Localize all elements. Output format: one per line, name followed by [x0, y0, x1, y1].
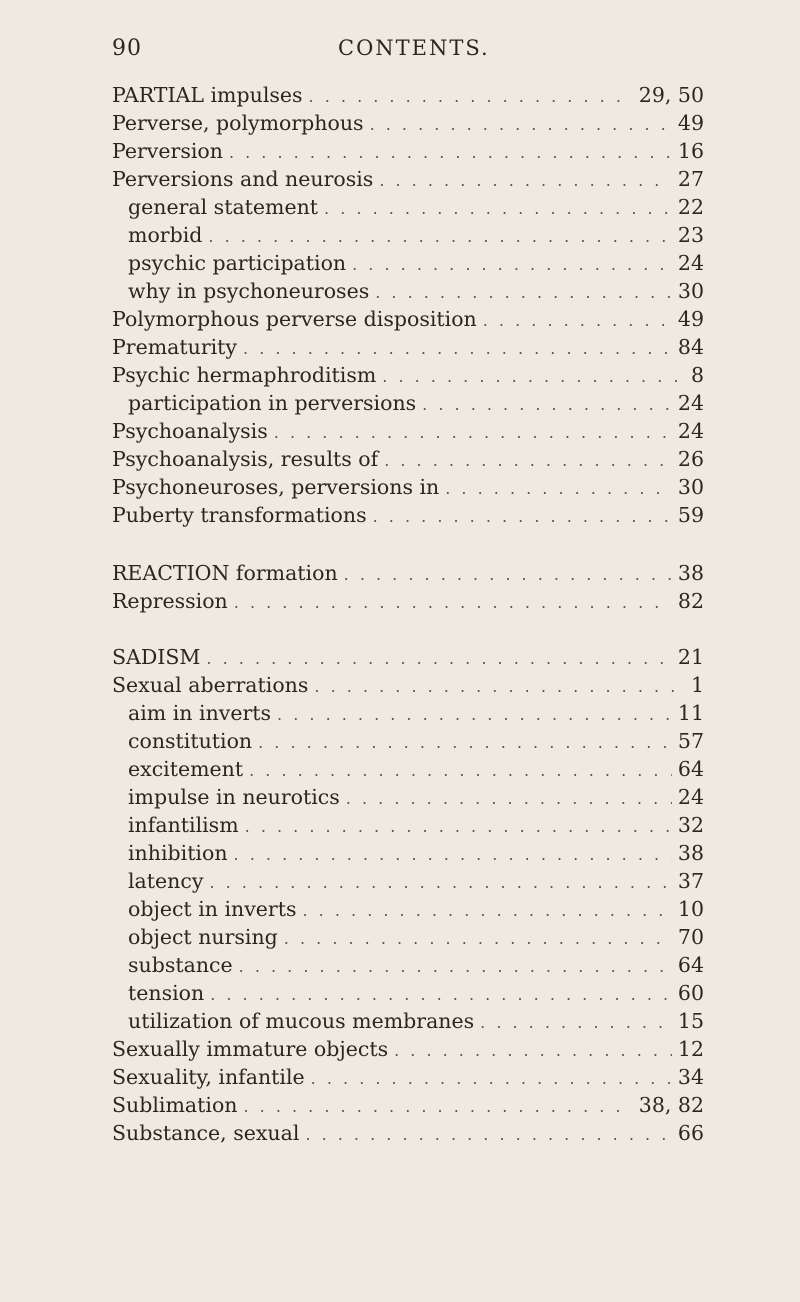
index-entry [112, 671, 704, 699]
entry-pages: 8 [690, 363, 704, 387]
entry-pages: 26 [677, 447, 704, 471]
dot-leader [234, 841, 672, 867]
entry-pages: 12 [677, 1037, 704, 1061]
dot-leader [384, 447, 672, 473]
entry-label: Prematurity [112, 335, 238, 359]
dot-leader [480, 1009, 672, 1035]
dot-leader [234, 589, 672, 615]
dot-leader [284, 925, 672, 951]
index-entry [112, 81, 704, 109]
index-entry [112, 389, 704, 417]
index-group [112, 81, 704, 529]
index-entry [112, 333, 704, 361]
index-entry [112, 895, 704, 923]
entry-pages: 38 [677, 561, 704, 585]
entry-pages: 30 [677, 475, 704, 499]
index-entry [112, 755, 704, 783]
dot-leader [382, 363, 685, 389]
entry-label: SADISM [112, 645, 201, 669]
entry-label: PARTIAL impulses [112, 83, 303, 107]
entry-label: Psychoanalysis, results of [112, 447, 379, 471]
entry-pages: 1 [690, 673, 704, 697]
entry-label: morbid [128, 223, 203, 247]
dot-leader [209, 869, 671, 895]
entry-pages: 15 [677, 1009, 704, 1033]
entry-label: substance [128, 953, 233, 977]
index-entry [112, 1063, 704, 1091]
entry-label: tension [128, 981, 205, 1005]
dot-leader [210, 981, 672, 1007]
index-entry [112, 587, 704, 615]
index-entry [112, 165, 704, 193]
entry-pages: 24 [677, 251, 704, 275]
dot-leader [394, 1037, 672, 1063]
entry-pages: 24 [677, 419, 704, 443]
dot-leader [311, 1065, 672, 1091]
entry-label: Substance, sexual [112, 1121, 300, 1145]
index-group [112, 559, 704, 615]
entry-pages: 66 [677, 1121, 704, 1145]
dot-leader [346, 785, 672, 811]
index-entry [112, 1119, 704, 1147]
entry-label: object in inverts [128, 897, 297, 921]
entry-pages: 49 [677, 111, 704, 135]
entry-label: Psychoneuroses, perversions in [112, 475, 440, 499]
index-entry [112, 699, 704, 727]
entry-label: Sexuality, infantile [112, 1065, 305, 1089]
entry-label: impulse in neurotics [128, 785, 340, 809]
entry-label: general statement [128, 195, 319, 219]
index-entry [112, 727, 704, 755]
dot-leader [324, 195, 672, 221]
dot-leader [352, 251, 672, 277]
entry-label: Puberty transformations [112, 503, 367, 527]
entry-label: Psychic hermaphroditism [112, 363, 377, 387]
entry-pages: 29, 50 [638, 83, 704, 107]
index-entry [112, 221, 704, 249]
dot-leader [483, 307, 672, 333]
dot-leader [239, 953, 672, 979]
index-entry [112, 473, 704, 501]
index-entry [112, 867, 704, 895]
entry-pages: 38, 82 [638, 1093, 704, 1117]
entry-pages: 82 [677, 589, 704, 613]
entry-pages: 16 [677, 139, 704, 163]
dot-leader [344, 561, 672, 587]
dot-leader [445, 475, 672, 501]
entry-label: object nursing [128, 925, 278, 949]
entry-pages: 11 [677, 701, 704, 725]
page-number: 90 [112, 36, 142, 61]
index-entry [112, 923, 704, 951]
index-entry [112, 783, 704, 811]
index-entry [112, 445, 704, 473]
dot-leader [370, 111, 672, 137]
dot-leader [229, 139, 672, 165]
entry-label: Perversions and neurosis [112, 167, 374, 191]
entry-pages: 60 [677, 981, 704, 1005]
entry-label: participation in perversions [128, 391, 417, 415]
index-entry [112, 109, 704, 137]
index-entry [112, 811, 704, 839]
entry-pages: 30 [677, 279, 704, 303]
index-entry [112, 305, 704, 333]
index-entry [112, 193, 704, 221]
group-spacer [112, 615, 704, 643]
dot-leader [309, 83, 633, 109]
dot-leader [249, 757, 672, 783]
entry-label: why in psychoneuroses [128, 279, 370, 303]
dot-leader [373, 503, 672, 529]
entry-pages: 70 [677, 925, 704, 949]
entry-pages: 24 [677, 785, 704, 809]
index-entries [112, 81, 704, 1147]
dot-leader [208, 223, 672, 249]
dot-leader [303, 897, 672, 923]
dot-leader [375, 279, 672, 305]
dot-leader [243, 335, 672, 361]
index-entry [112, 839, 704, 867]
index-group [112, 643, 704, 1147]
dot-leader [277, 701, 672, 727]
entry-pages: 10 [677, 897, 704, 921]
entry-label: Sexual aberrations [112, 673, 309, 697]
index-entry [112, 417, 704, 445]
dot-leader [274, 419, 672, 445]
entry-label: constitution [128, 729, 253, 753]
entry-pages: 22 [677, 195, 704, 219]
entry-label: psychic participation [128, 251, 347, 275]
index-entry [112, 1007, 704, 1035]
index-entry [112, 1035, 704, 1063]
dot-leader [314, 673, 685, 699]
entry-pages: 23 [677, 223, 704, 247]
entry-label: Sexually immature objects [112, 1037, 389, 1061]
index-entry [112, 643, 704, 671]
entry-pages: 59 [677, 503, 704, 527]
entry-label: Sublimation [112, 1093, 238, 1117]
index-entry [112, 1091, 704, 1119]
entry-pages: 27 [677, 167, 704, 191]
entry-pages: 24 [677, 391, 704, 415]
entry-pages: 84 [677, 335, 704, 359]
entry-pages: 49 [677, 307, 704, 331]
running-head: CONTENTS. [338, 36, 490, 60]
index-entry [112, 137, 704, 165]
dot-leader [258, 729, 672, 755]
entry-label: aim in inverts [128, 701, 272, 725]
dot-leader [305, 1121, 672, 1147]
entry-pages: 57 [677, 729, 704, 753]
entry-label: inhibition [128, 841, 228, 865]
entry-label: Repression [112, 589, 228, 613]
dot-leader [379, 167, 672, 193]
entry-label: excitement [128, 757, 244, 781]
index-entry [112, 951, 704, 979]
index-entry [112, 979, 704, 1007]
entry-label: latency [128, 869, 204, 893]
dot-leader [206, 645, 671, 671]
entry-pages: 34 [677, 1065, 704, 1089]
index-entry [112, 277, 704, 305]
entry-pages: 37 [677, 869, 704, 893]
index-entry [112, 249, 704, 277]
dot-leader [243, 1093, 632, 1119]
dot-leader [422, 391, 672, 417]
entry-label: Perversion [112, 139, 223, 163]
entry-pages: 64 [677, 757, 704, 781]
entry-label: utilization of mucous membranes [128, 1009, 475, 1033]
index-entry [112, 559, 704, 587]
entry-pages: 32 [677, 813, 704, 837]
index-entry [112, 361, 704, 389]
entry-pages: 64 [677, 953, 704, 977]
entry-label: Polymorphous perverse disposition [112, 307, 477, 331]
page-header [0, 36, 800, 66]
entry-pages: 21 [677, 645, 704, 669]
entry-label: REACTION formation [112, 561, 338, 585]
index-entry [112, 501, 704, 529]
entry-pages: 38 [677, 841, 704, 865]
entry-label: Perverse, polymorphous [112, 111, 364, 135]
entry-label: Psychoanalysis [112, 419, 268, 443]
entry-label: infantilism [128, 813, 239, 837]
group-spacer [112, 529, 704, 559]
dot-leader [245, 813, 672, 839]
